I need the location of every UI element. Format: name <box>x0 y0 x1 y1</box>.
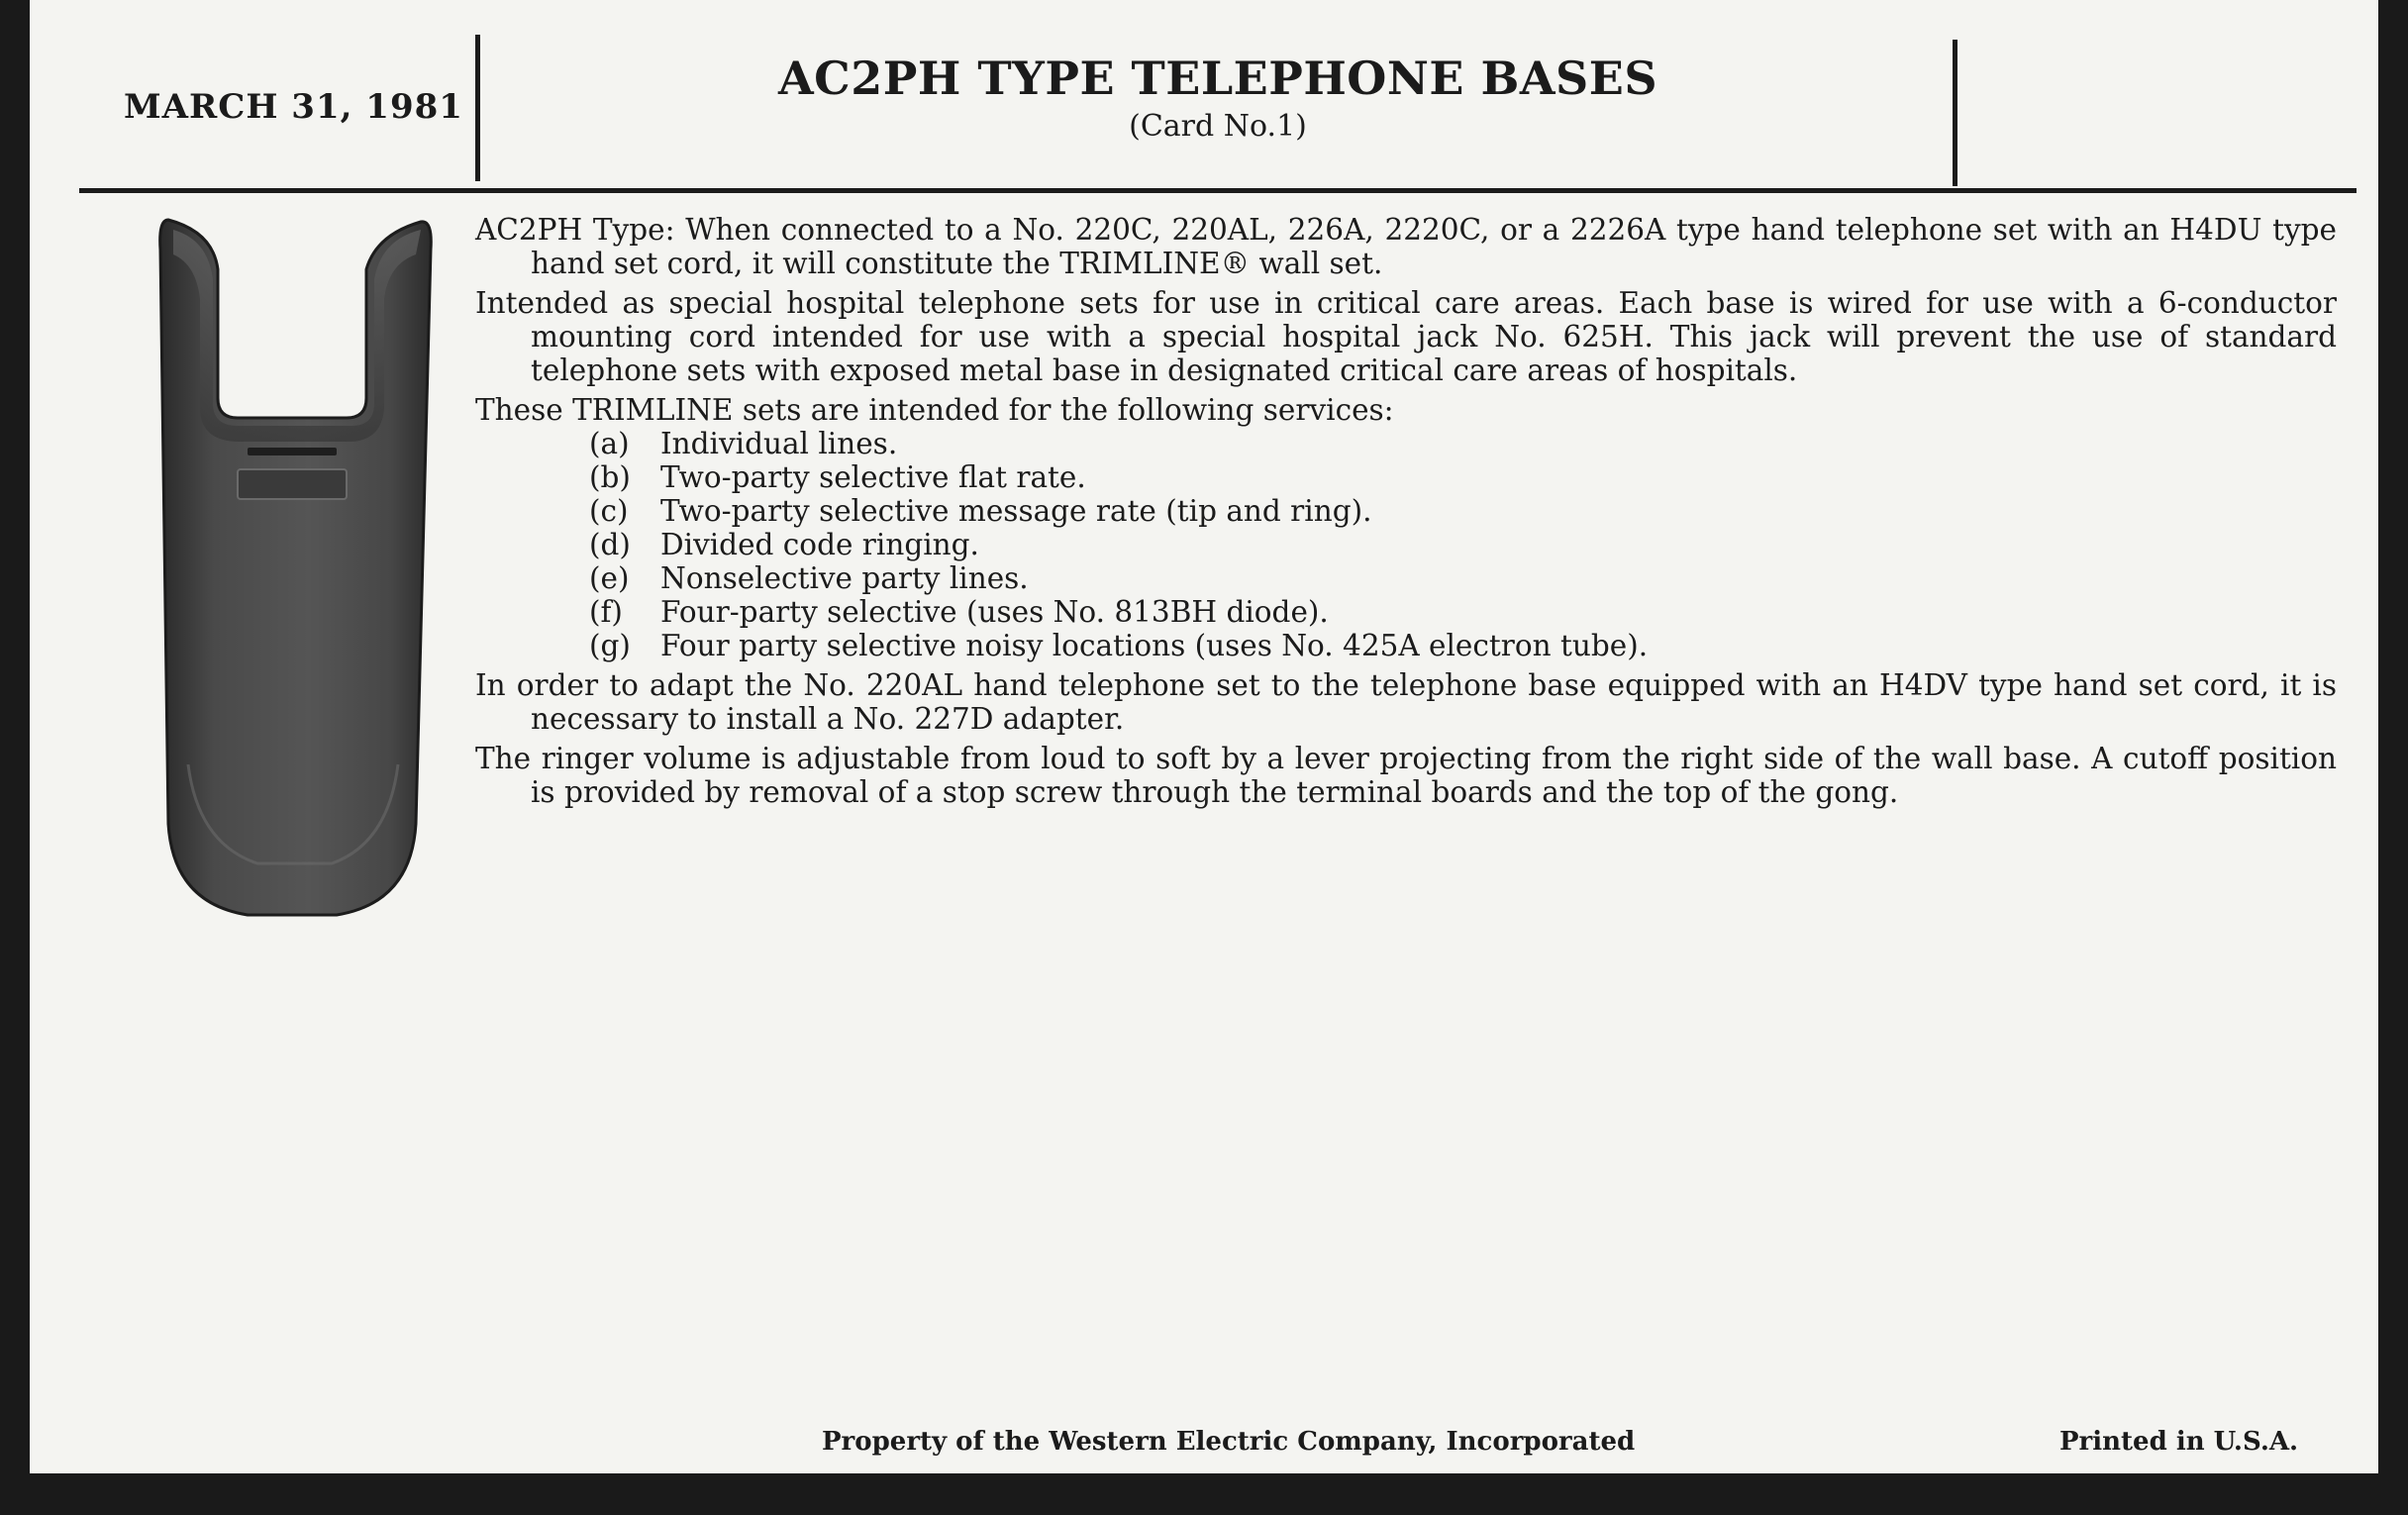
list-item: (f) Four-party selective (uses No. 813BH diode). <box>589 595 1329 629</box>
services-list <box>475 427 2337 662</box>
card-subtitle: (Card No.1) <box>1129 109 1307 144</box>
paragraph-hospital: Intended as special hospital telephone sets for use in critical care areas. Each base is wired for use with a 6-conductor mounting cord intended for use with a special hospital jack No. 625H. This jack will prevent the use of standard telephone sets with exposed metal base in designated critical care areas of hospitals. <box>475 286 2337 387</box>
list-item: (b) Two-party selective flat rate. <box>589 460 1086 494</box>
card-body <box>475 213 2337 815</box>
paragraph-adapter: In order to adapt the No. 220AL hand telephone set to the telephone base equipped with an H4DV type hand set cord, it is necessary to install a No. 227D adapter. <box>475 668 2337 736</box>
paragraph-ringer: The ringer volume is adjustable from loud to soft by a lever projecting from the right side of the wall base. A cutoff position is provided by removal of a stop screw through the terminal boards and the top of the gong. <box>475 742 2337 809</box>
list-item: (g) Four party selective noisy locations (uses No. 425A electron tube). <box>589 629 1649 662</box>
services-intro: These TRIMLINE sets are intended for the following services: <box>475 393 1394 427</box>
document-card <box>30 0 2378 1473</box>
header-rule <box>79 188 2357 193</box>
list-item: (a) Individual lines. <box>589 427 898 460</box>
footer-property: Property of the Western Electric Company, Incorporated <box>822 1427 1636 1457</box>
paragraph-type: AC2PH Type: When connected to a No. 220C, 220AL, 226A, 2220C, or a 2226A type hand telephone set with an H4DU type hand set cord, it will constitute the TRIMLINE® wall set. <box>475 213 2337 280</box>
list-item: (d) Divided code ringing. <box>589 528 979 561</box>
telephone-base-photo <box>129 210 455 923</box>
footer-printed: Printed in U.S.A. <box>2059 1427 2299 1457</box>
list-item: (e) Nonselective party lines. <box>589 561 1029 595</box>
header-divider-right <box>1953 40 1957 186</box>
list-item: (c) Two-party selective message rate (tip and ring). <box>589 494 1372 528</box>
header-divider-left <box>475 35 480 181</box>
card-title: AC2PH TYPE TELEPHONE BASES <box>777 51 1658 105</box>
card-date: MARCH 31, 1981 <box>124 87 463 127</box>
